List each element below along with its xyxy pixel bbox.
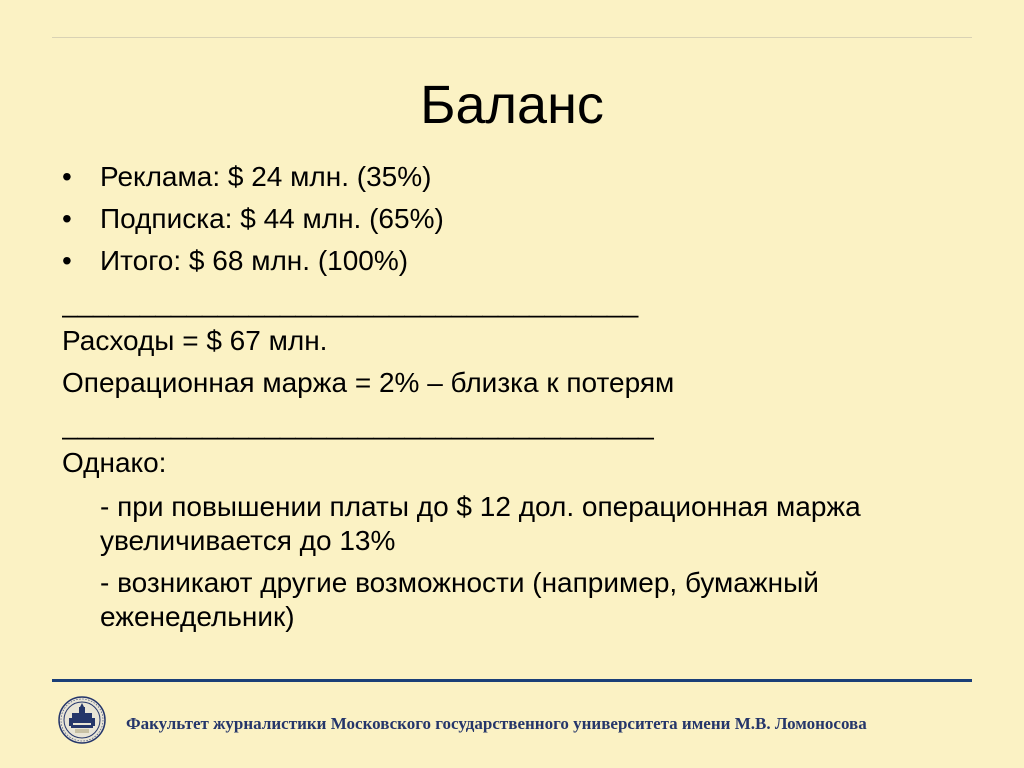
bullet-item <box>62 198 962 240</box>
bullet-text: Итого: $ 68 млн. (100%) <box>100 245 409 276</box>
slide-body <box>62 156 962 634</box>
sub-item: - возникают другие возможности (например, бумажный еженедельник) <box>100 567 819 632</box>
footer-divider <box>52 679 972 682</box>
bullet-text: Реклама: $ 24 млн. (35%) <box>100 161 432 192</box>
bullet-dot-icon: • <box>62 203 72 234</box>
bullet-item <box>62 156 962 198</box>
bullet-item <box>62 240 962 282</box>
text-divider: ______________________________________ <box>62 409 654 440</box>
bullet-dot-icon: • <box>62 245 72 276</box>
however-line: Однако: <box>62 447 167 478</box>
sub-item: - при повышении платы до $ 12 дол. операционная маржа увеличивается до 13% <box>100 491 861 556</box>
top-divider <box>52 37 972 38</box>
text-divider: _____________________________________ <box>62 287 639 318</box>
msu-seal-icon <box>58 696 106 744</box>
slide-title: Баланс <box>420 75 604 135</box>
margin-line: Операционная маржа = 2% – близка к потерям <box>62 367 675 398</box>
bullet-dot-icon: • <box>62 161 72 192</box>
expenses-line: Расходы = $ 67 млн. <box>62 325 328 356</box>
slide-footer <box>52 694 972 750</box>
footer-caption: Факультет журналистики Московского государственного университета имени М.В. Ломоносова <box>124 714 978 734</box>
bullet-text: Подписка: $ 44 млн. (65%) <box>100 203 444 234</box>
